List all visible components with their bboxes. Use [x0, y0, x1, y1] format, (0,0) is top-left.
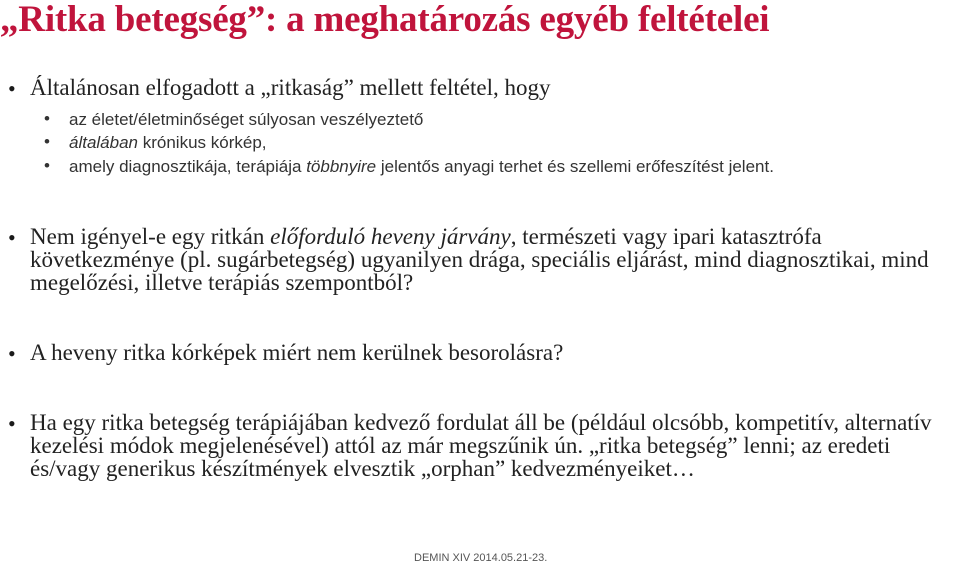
bullet-therapy-change [8, 411, 953, 480]
bullet-dot: • [8, 411, 16, 436]
bullet-general-condition [8, 76, 953, 99]
footer-event-label: DEMIN XIV 2014.05.21-23. [414, 552, 548, 564]
bullet-dot: • [8, 76, 16, 101]
bullet-text: Általánosan elfogadott a „ritkaság” mellett feltétel, hogy [30, 75, 551, 100]
bullet-text: A heveny ritka kórképek miért nem kerülnek besorolásra? [30, 340, 564, 365]
slide-title: „Ritka betegség”: a meghatározás egyéb feltételei [0, 0, 770, 40]
bullet-dot: • [8, 341, 16, 366]
sub-bullet-3 [44, 157, 944, 177]
bullet-text: Ha egy ritka betegség terápiájában kedvező fordulat áll be (például olcsóbb, kompetitív, alternatív kezelési módok megjelenésével) attól az már megszűnik ún. „ritka betegség” lenni; az eredeti és/vagy generikus készítmények elvesztik „orphan” kedvezményeiket… [30, 410, 932, 481]
bullet-text: Nem igényel-e egy ritkán előforduló heveny járvány, természeti vagy ipari katasztrófa következménye (pl. sugárbetegség) ugyanilyen drága, speciális eljárást, mind diagnosztikai, mind megelőzési, illetve terápiás szempontból? [30, 224, 929, 295]
bullet-epidemic-question [8, 225, 953, 294]
sub-bullet-2 [44, 133, 944, 153]
sub-bullet-text: amely diagnosztikája, terápiája többnyire jelentős anyagi terhet és szellemi erőfeszítést jelent. [69, 157, 774, 176]
bullet-dot: • [8, 225, 16, 250]
sub-bullet-dot: • [44, 109, 50, 128]
sub-bullet-dot: • [44, 156, 50, 175]
bullet-acute-question [8, 341, 953, 364]
sub-bullet-dot: • [44, 132, 50, 151]
sub-bullet-text: az életet/életminőséget súlyosan veszélyeztető [69, 110, 424, 129]
sub-bullet-text: általában krónikus kórkép, [69, 133, 267, 152]
sub-bullet-1 [44, 110, 944, 130]
